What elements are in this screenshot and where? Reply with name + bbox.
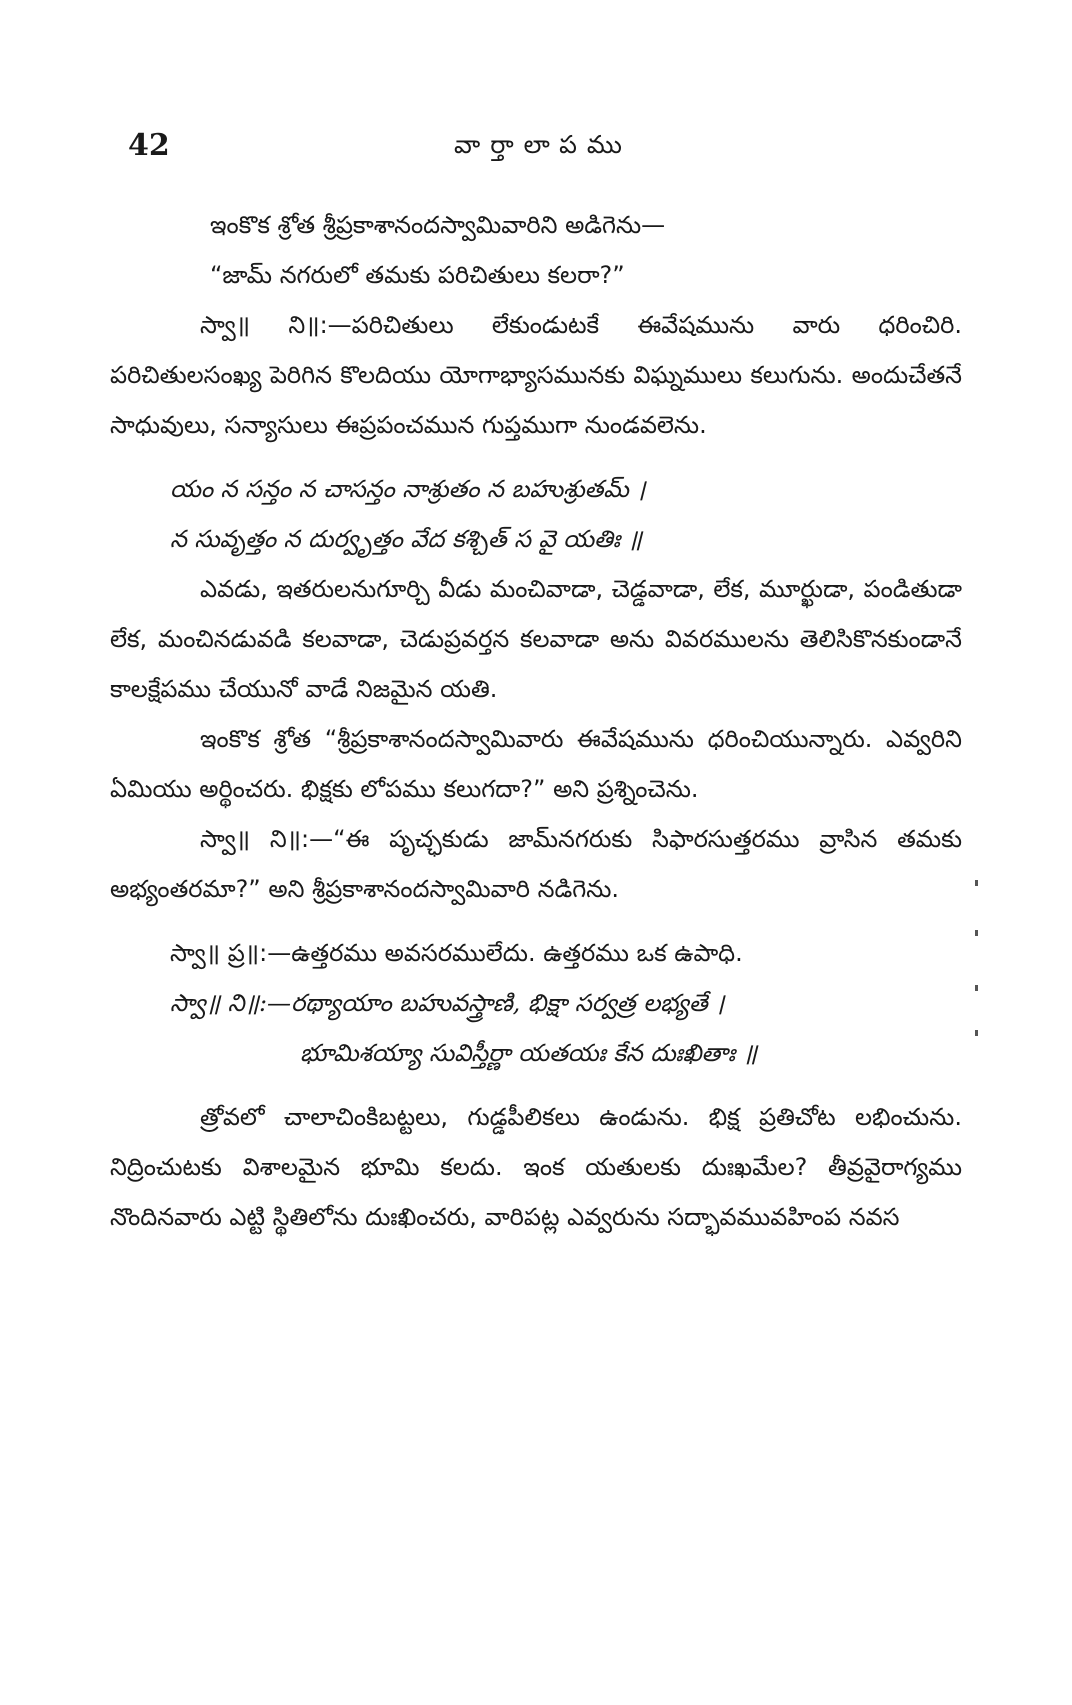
page-body [110,200,962,1242]
verse-line: భూమిశయ్యా సువిస్తీర్ణా యతయః కేన దుఃఖితాః ॥ [300,1039,758,1067]
paragraph-answer-2: స్వా॥ ని॥:—“ఈ పృచ్ఛకుడు జామ్‌నగరుకు సిఫారసుత్తరము వ్రాసిన తమకు అభ్యంతరమా?” అని శ్రీప్రకాశానందస్వామివారి నడిగెను. [110,825,962,903]
page-number: 42 [128,128,170,163]
page-header [128,128,958,168]
paragraph-final: త్రోవలో చాలాచింకిబట్టలు, గుడ్డపీలికలు ఉండును. భిక్ష ప్రతిచోట లభించును. నిద్రించుటకు విశాలమైన భూమి కలదు. ఇంక యతులకు దుఃఖమేల? తీవ్రవైరాగ్యము నొందినవారు ఎట్టి స్థితిలోను దుఃఖించరు, వారిపట్ల ఎవ్వరును సద్భావమువహింప నవస [110,1103,962,1231]
paragraph-answer-1: స్వా॥ ని॥:—పరిచితులు లేకుండుటకే ఈవేషమును వారు ధరించిరి. పరిచితులసంఖ్య పెరిగిన కొలదియు యోగాభ్యాసమునకు విఘ్నములు కలుగును. అందుచేతనే సాధువులు, సన్యాసులు ఈప్రపంచమున గుప్తముగా నుండవలెను. [110,311,962,439]
paragraph-question-2: ఇంకొక శ్రోత “శ్రీప్రకాశానందస్వామివారు ఈవేషమును ధరించియున్నారు. ఎవ్వరిని ఏమియు అర్థించరు. భిక్షకు లోపము కలుగదా?” అని ప్రశ్నించెను. [110,725,962,803]
running-title: వార్తాలాపము [454,130,632,159]
dialogue-block [110,928,962,1078]
paragraph-question-quote: “జామ్ నగరులో తమకు పరిచితులు కలరా?” [210,261,625,289]
verse-line: స్వా॥ ని॥:—రథ్యాయాం బహువస్త్రాణి, భిక్షా సర్వత్ర లభ్యతే । [170,989,725,1017]
paragraph-question-intro: ఇంకొక శ్రోత శ్రీప్రకాశానందస్వామివారిని అడిగెను— [210,211,666,239]
scan-speck [975,1030,978,1036]
scan-speck [975,880,978,886]
sanskrit-verse-1 [110,464,962,564]
paragraph-verse-meaning: ఎవడు, ఇతరులనుగూర్చి వీడు మంచివాడా, చెడ్డవాడా, లేక, మూర్ఖుడా, పండితుడా లేక, మంచినడువడి కలవాడా, చెడుప్రవర్తన కలవాడా అను వివరములను తెలిసికొనకుండానే కాలక్షేపము చేయునో వాడే నిజమైన యతి. [110,575,962,703]
scan-speck [975,930,978,936]
dialogue-line: స్వా॥ ప్ర॥:—ఉత్తరము అవసరములేదు. ఉత్తరము ఒక ఉపాధి. [170,939,743,967]
scan-speck [975,985,978,991]
verse-line: న సువృత్తం న దుర్వృత్తం వేద కశ్చిత్ స వై యతిః ॥ [170,525,643,553]
verse-line: యం న సన్తం న చాసన్తం నాశ్రుతం న బహుశ్రుతమ్ । [170,475,646,503]
